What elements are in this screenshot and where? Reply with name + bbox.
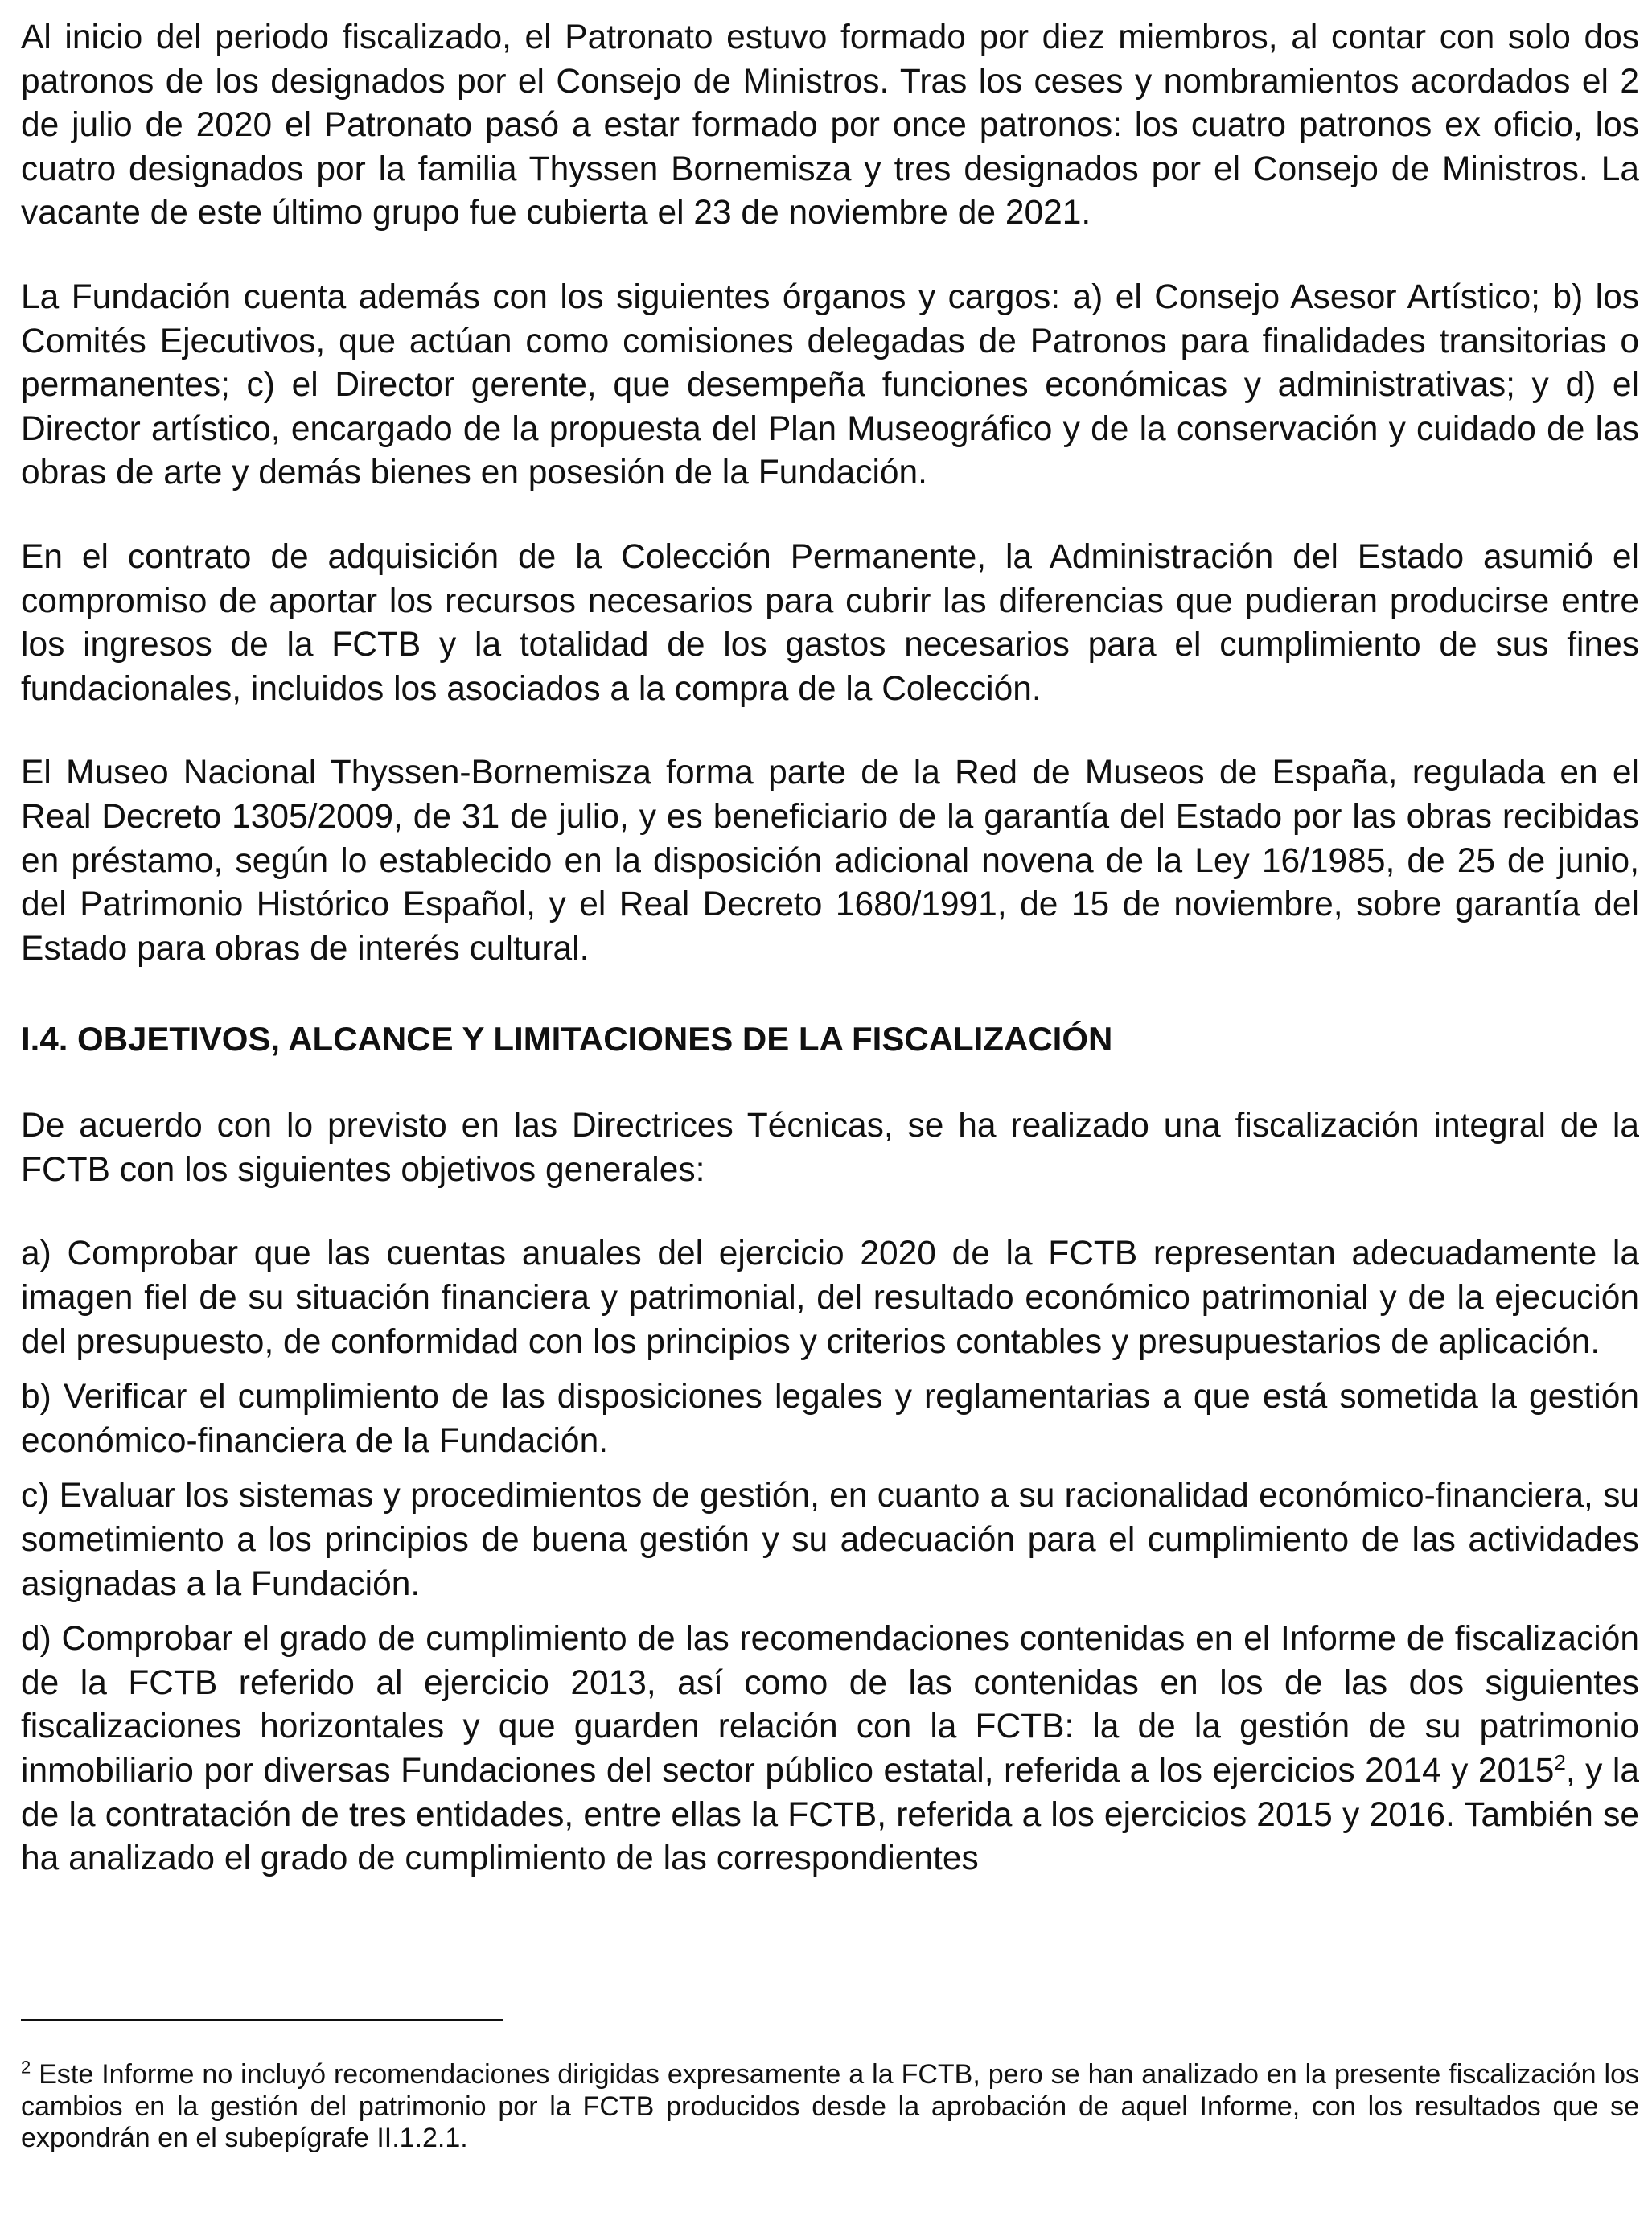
paragraph-contrato: En el contrato de adquisición de la Colección Permanente, la Administración del Estado asumió el compromiso de aportar los recursos necesarios para cubrir las diferencias que pudieran producirse entre los ingresos de la FCTB y la totalidad de los gastos necesarios para el cumplimiento de sus fines fundacionales, incluidos los asociados a la compra de la Colección. <box>21 537 1639 708</box>
paragraph-intro: De acuerdo con lo previsto en las Directrices Técnicas, se ha realizado una fiscalización integral de la FCTB con los siguientes objetivos generales: <box>21 1107 1639 1189</box>
objective-d <box>21 1618 1639 1881</box>
paragraph-organos: La Fundación cuenta además con los siguientes órganos y cargos: a) el Consejo Asesor Artístico; b) los Comités Ejecutivos, que actúan como comisiones delegadas de Patronos para finalidades transitorias o permanentes; c) el Director gerente, que desempeña funciones económicas y administrativas; y d) el Director artístico, encargado de la propuesta del Plan Museográfico y de la conservación y cuidado de las obras de arte y demás bienes en posesión de la Fundación. <box>21 278 1639 492</box>
objective-d-text-1: d) Comprobar el grado de cumplimiento de las recomendaciones contenidas en el Informe de fiscalización de la FCTB referido al ejercicio 2013, así como de las contenidas en los de las dos siguientes fiscalizaciones horizontales y que guarden relación con la FCTB: la de la gestión de su patrimonio inmobiliario por diversas Fundaciones del sector público estatal, referida a los ejercicios 2014 y 2015 <box>21 1620 1639 1790</box>
document-body <box>21 16 1639 1881</box>
objective-a: a) Comprobar que las cuentas anuales del ejercicio 2020 de la FCTB representan adecuadamente la imagen fiel de su situación financiera y patrimonial, del resultado económico patrimonial y de la ejecución del presupuesto, de conformidad con los principios y criterios contables y presupuestarios de aplicación. <box>21 1235 1639 1361</box>
objective-c: c) Evaluar los sistemas y procedimientos de gestión, en cuanto a su racionalidad económico-financiera, su sometimiento a los principios de buena gestión y su adecuación para el cumplimiento de las actividades asignadas a la Fundación. <box>21 1477 1639 1603</box>
footnote <box>21 2059 1639 2155</box>
footnote-reference: 2 <box>1554 1749 1566 1774</box>
footnote-separator <box>21 2019 503 2021</box>
paragraph-museo: El Museo Nacional Thyssen-Bornemisza forma parte de la Red de Museos de España, regulada en el Real Decreto 1305/2009, de 31 de julio, y es beneficiario de la garantía del Estado por las obras recibidas en préstamo, según lo establecido en la disposición adicional novena de la Ley 16/1985, de 25 de junio, del Patrimonio Histórico Español, y el Real Decreto 1680/1991, de 15 de noviembre, sobre garantía del Estado para obras de interés cultural. <box>21 754 1639 968</box>
paragraph-patronato: Al inicio del periodo fiscalizado, el Patronato estuvo formado por diez miembros, al contar con solo dos patronos de los designados por el Consejo de Ministros. Tras los ceses y nombramientos acordados el 2 de julio de 2020 el Patronato pasó a estar formado por once patronos: los cuatro patronos ex oficio, los cuatro designados por la familia Thyssen Bornemisza y tres designados por el Consejo de Ministros. La vacante de este último grupo fue cubierta el 23 de noviembre de 2021. <box>21 18 1639 232</box>
objective-b: b) Verificar el cumplimiento de las disposiciones legales y reglamentarias a que está sometida la gestión económico-financiera de la Fundación. <box>21 1378 1639 1460</box>
objective-d-text-2: , y la de la contratación de tres entidades, entre ellas la FCTB, referida a los ejercicios 2015 y 2016. También se ha analizado el grado de cumplimiento de las correspondientes <box>21 1752 1639 1878</box>
section-heading: I.4. OBJETIVOS, ALCANCE Y LIMITACIONES DE LA FISCALIZACIÓN <box>21 1020 1113 1059</box>
footnote-text: Este Informe no incluyó recomendaciones dirigidas expresamente a la FCTB, pero se han analizado en la presente fiscalización los cambios en la gestión del patrimonio por la FCTB producidos desde la aprobación de aquel Informe, con los resultados que se expondrán en el subepígrafe II.1.2.1. <box>21 2059 1639 2153</box>
footnote-number: 2 <box>21 2057 31 2078</box>
